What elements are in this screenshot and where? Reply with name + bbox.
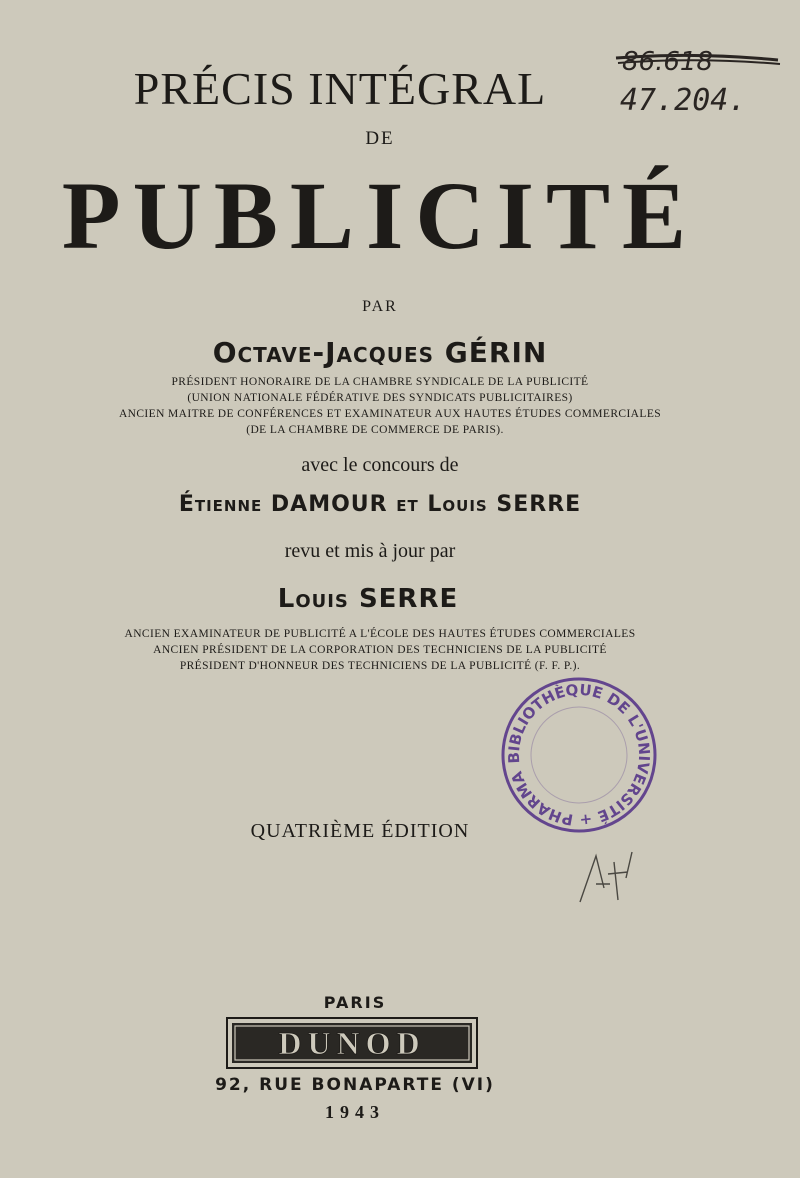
struck-shelfmark: 86.618 [622, 47, 713, 77]
reviser-credential-2: ANCIEN PRÉSIDENT DE LA CORPORATION DES TECHNICIENS DE LA PUBLICITÉ [153, 644, 607, 656]
svg-text:BIBLIOTHÈQUE DE L'UNIVERSITÉ + [500, 676, 658, 834]
publisher-logo [226, 1017, 478, 1069]
author-credential-2: (UNION NATIONALE FÉDÉRATIVE DES SYNDICATS PUBLICITAIRES) [187, 392, 573, 404]
book-title: PUBLICITÉ [61, 162, 699, 269]
title-line-2: DE [365, 128, 395, 149]
library-stamp [500, 676, 658, 834]
author-name: Octave-Jacques GÉRIN [212, 336, 548, 369]
handwritten-shelfmark [614, 44, 784, 124]
reviser-name: Louis SERRE [277, 584, 459, 614]
collaboration-intro: avec le concours de [301, 454, 459, 476]
collaborator-names: Étienne DAMOUR et Louis SERRE [178, 492, 582, 517]
revision-intro: revu et mis à jour par [284, 540, 456, 562]
author-credential-4: (DE LA CHAMBRE DE COMMERCE DE PARIS). [246, 424, 504, 436]
publisher-city: PARIS [323, 993, 387, 1012]
handwritten-initials [574, 838, 654, 908]
publisher-name: DUNOD [278, 1025, 426, 1061]
publisher-address: 92, RUE BONAPARTE (VI) [215, 1075, 495, 1095]
author-credential-1: PRÉSIDENT HONORAIRE DE LA CHAMBRE SYNDICALE DE LA PUBLICITÉ [171, 376, 589, 388]
title-line-1: PRÉCIS INTÉGRAL [133, 63, 547, 114]
stamp-text: BIBLIOTHÈQUE DE L'UNIVERSITÉ + PHARMACIE [504, 680, 654, 830]
publication-year: 1943 [325, 1102, 385, 1122]
current-shelfmark: 47.204. [620, 83, 747, 118]
by-label: PAR [362, 298, 398, 315]
reviser-credential-1: ANCIEN EXAMINATEUR DE PUBLICITÉ A L'ÉCOLE DES HAUTES ÉTUDES COMMERCIALES [124, 628, 636, 640]
reviser-credential-3: PRÉSIDENT D'HONNEUR DES TECHNICIENS DE LA PUBLICITÉ (F. F. P.). [179, 660, 581, 672]
author-credential-3: ANCIEN MAITRE DE CONFÉRENCES ET EXAMINATEUR AUX HAUTES ÉTUDES COMMERCIALES [118, 408, 662, 420]
edition-label: QUATRIÈME ÉDITION [250, 820, 470, 842]
